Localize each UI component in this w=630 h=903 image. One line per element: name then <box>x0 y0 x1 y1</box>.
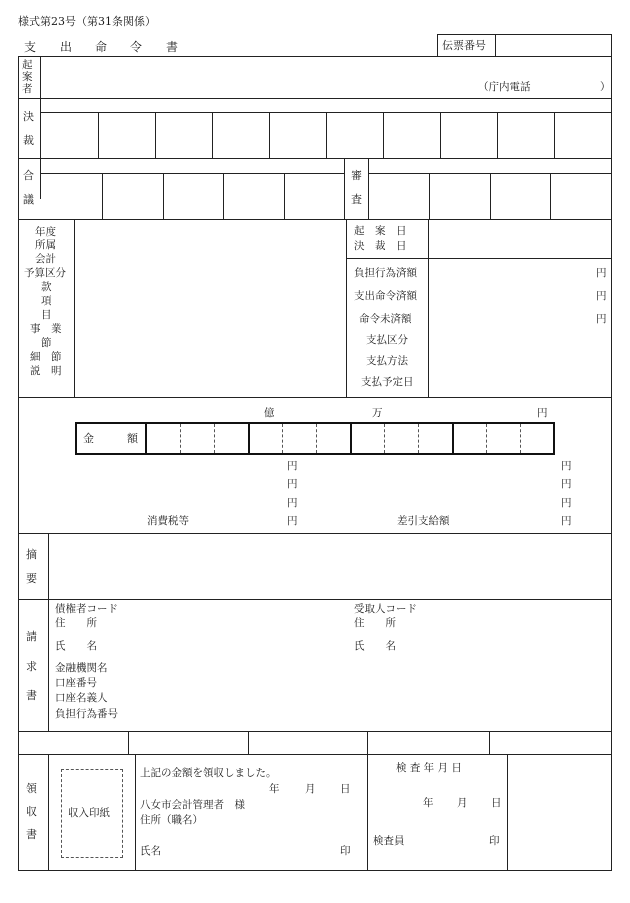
unit-man: 万 <box>372 407 383 419</box>
review-seal-boxes[interactable] <box>369 174 611 218</box>
approval-label-2: 裁 <box>23 134 34 147</box>
summary-field[interactable] <box>50 535 610 597</box>
budget-values-field[interactable] <box>76 221 344 395</box>
approval-date-label: 決 裁 日 <box>354 240 407 252</box>
addressee: 八女市会計管理者 様 <box>140 799 245 811</box>
invoice-label-2: 求 <box>26 660 37 673</box>
amount-digit-boxes[interactable] <box>147 424 553 453</box>
invoice-label-3: 書 <box>26 689 37 702</box>
form-number: 様式第23号（第31条関係） <box>18 15 156 28</box>
field-accounting: 会計 <box>35 253 56 265</box>
account-number-label: 口座番号 <box>55 677 97 689</box>
yen-unit: 円 <box>561 497 572 509</box>
unit-oku: 億 <box>264 407 275 419</box>
slip-number-label: 伝票番号 <box>442 39 486 52</box>
drafter-label-3: 者 <box>22 83 33 95</box>
bank-name-label: 金融機関名 <box>55 662 108 674</box>
draft-date-label: 起 案 日 <box>354 225 407 237</box>
creditor-address-label: 住 所 <box>55 617 97 629</box>
approval-label-1: 決 <box>23 110 34 123</box>
ordered-amount-label: 支出命令済額 <box>354 290 417 302</box>
document-title-4: 令 <box>130 40 143 54</box>
unordered-amount-label: 命令未済額 <box>359 313 412 325</box>
yen-unit: 円 <box>596 290 607 302</box>
recipient-name-label: 氏名 <box>140 845 161 857</box>
internal-phone-label: （庁内電話 <box>478 81 531 93</box>
consultation-seal-boxes[interactable] <box>41 174 343 218</box>
field-setsu: 節 <box>41 337 52 349</box>
payment-date-label: 支払予定日 <box>361 376 414 388</box>
field-sub-setsu: 細 節 <box>30 351 62 363</box>
budget-right-values-field[interactable] <box>430 221 610 395</box>
committed-amount-label: 負担行為済額 <box>354 267 417 279</box>
inspection-date-label: 検 査 年 月 日 <box>396 762 462 774</box>
revenue-stamp-label: 収入印紙 <box>68 807 110 819</box>
account-holder-label: 口座名義人 <box>55 692 108 704</box>
review-label-1: 審 <box>351 169 362 182</box>
consumption-tax-label: 消費税等 <box>147 515 189 527</box>
yen-unit: 円 <box>596 267 607 279</box>
payee-code-label: 受取人コード <box>354 603 417 615</box>
yen-unit: 円 <box>596 313 607 325</box>
yen-unit: 円 <box>287 497 298 509</box>
field-project: 事 業 <box>30 323 62 335</box>
commitment-number-label: 負担行為番号 <box>55 708 118 720</box>
invoice-label-1: 請 <box>26 630 37 643</box>
summary-label-2: 要 <box>26 572 37 585</box>
field-fiscal-year: 年度 <box>35 226 56 238</box>
yen-unit: 円 <box>561 515 572 527</box>
receipt-label-3: 書 <box>26 828 37 841</box>
final-check-seal-box[interactable] <box>509 756 610 869</box>
drafter-label-2: 案 <box>22 71 33 83</box>
inspection-date-year: 年 <box>423 797 434 809</box>
receipt-label-2: 収 <box>26 805 37 818</box>
payment-category-label: 支払区分 <box>366 334 408 346</box>
net-payment-label: 差引支給額 <box>397 515 450 527</box>
payee-name-label: 氏 名 <box>354 640 396 652</box>
payee-address-label: 住 所 <box>354 617 396 629</box>
receipt-date-year: 年 <box>269 783 280 795</box>
creditor-name-label: 氏 名 <box>55 640 97 652</box>
field-description: 説 明 <box>30 365 62 377</box>
amount-label: 金 額 <box>83 432 138 445</box>
internal-phone-close: ） <box>600 81 611 93</box>
invoice-field[interactable] <box>50 601 610 729</box>
field-moku: 目 <box>41 309 52 321</box>
document-title-5: 書 <box>166 40 179 54</box>
document-title-3: 命 <box>95 40 108 54</box>
consultation-label-2: 議 <box>23 193 34 206</box>
review-label-2: 査 <box>351 193 362 206</box>
field-kou: 項 <box>41 295 52 307</box>
slip-number-field[interactable] <box>497 35 610 55</box>
yen-unit: 円 <box>287 515 298 527</box>
approval-seal-boxes[interactable] <box>41 113 611 157</box>
yen-unit: 円 <box>561 478 572 490</box>
creditor-code-label: 債権者コード <box>55 603 118 615</box>
receipt-date-day: 日 <box>340 783 351 795</box>
inspector-field[interactable] <box>410 825 485 853</box>
received-statement: 上記の金額を領収しました。 <box>140 767 277 779</box>
inspector-label: 検査員 <box>373 835 405 847</box>
summary-label-1: 摘 <box>26 548 37 561</box>
field-kan: 款 <box>41 281 52 293</box>
yen-unit: 円 <box>287 478 298 490</box>
receipt-date-month: 月 <box>305 783 316 795</box>
payment-method-label: 支払方法 <box>366 355 408 367</box>
document-title-1: 支 <box>24 40 37 54</box>
address-position-label: 住所（職名） <box>140 814 203 826</box>
yen-unit: 円 <box>287 460 298 472</box>
inspection-date-month: 月 <box>457 797 468 809</box>
inspector-seal-mark: 印 <box>489 835 500 847</box>
yen-unit: 円 <box>561 460 572 472</box>
field-budget-category: 予算区分 <box>24 267 66 279</box>
field-department: 所属 <box>35 239 56 251</box>
unit-yen: 円 <box>537 407 548 419</box>
blank-row-cells[interactable] <box>19 732 611 753</box>
drafter-label-1: 起 <box>22 59 33 71</box>
recipient-seal-mark: 印 <box>340 845 351 857</box>
consultation-label-1: 合 <box>23 169 34 182</box>
recipient-signature-field[interactable] <box>170 830 335 860</box>
document-title-2: 出 <box>60 40 73 54</box>
receipt-label-1: 領 <box>26 782 37 795</box>
inspection-date-day: 日 <box>491 797 502 809</box>
